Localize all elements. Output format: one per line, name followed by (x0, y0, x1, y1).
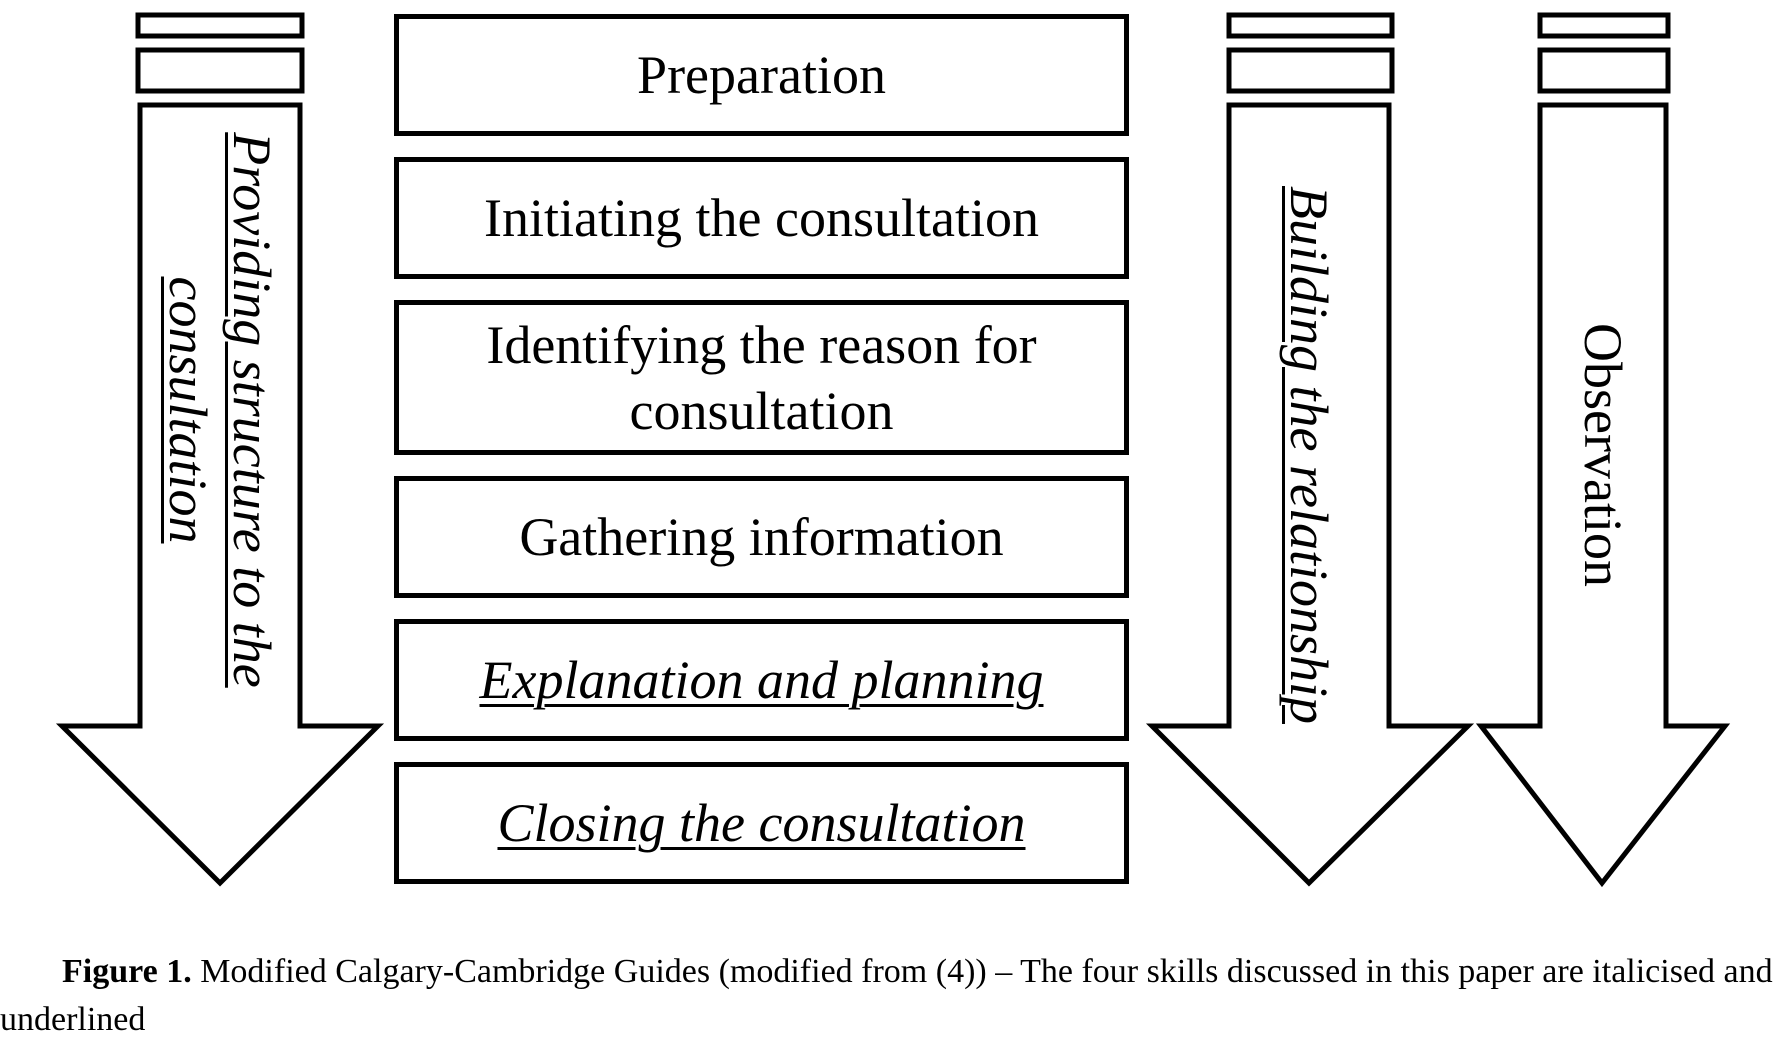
arrow-middle-right-cap-top (1229, 15, 1392, 36)
stage-explanation (394, 619, 1129, 741)
stage-initiating (394, 157, 1129, 279)
arrow-left-cap-bottom (138, 50, 302, 91)
arrow-far-right-cap-bottom (1540, 50, 1668, 91)
stage-explanation-label: Explanation and planning (479, 650, 1044, 710)
arrow-far-right-cap-top (1540, 15, 1668, 36)
stage-closing (394, 762, 1129, 884)
stage-identifying-label: Identifying the reason for consultation (486, 314, 1037, 441)
stage-preparation (394, 14, 1129, 136)
stage-identifying (394, 300, 1129, 455)
arrow-left-label-line2: consultation (158, 276, 218, 544)
arrow-left-cap-top (138, 15, 302, 36)
stage-gathering (394, 476, 1129, 598)
stage-closing-label: Closing the consultation (497, 793, 1026, 853)
stage-gathering-label: Gathering information (519, 507, 1004, 567)
stage-initiating-label: Initiating the consultation (484, 188, 1039, 248)
arrow-left-label-line1: Providing structure to the (222, 132, 282, 688)
figure-caption-label: Figure 1. (62, 953, 192, 990)
arrow-middle-right-label-text: Building the relationship (1279, 186, 1339, 724)
figure-caption (0, 948, 1782, 1044)
arrow-far-right-label-text: Observation (1573, 323, 1633, 587)
stage-preparation-label: Preparation (637, 45, 886, 105)
figure-caption-text: Modified Calgary-Cambridge Guides (modified from (4)) – The four skills discussed in this paper are italicised and underlined (0, 953, 1773, 1038)
arrow-middle-right-cap-bottom (1229, 50, 1392, 91)
